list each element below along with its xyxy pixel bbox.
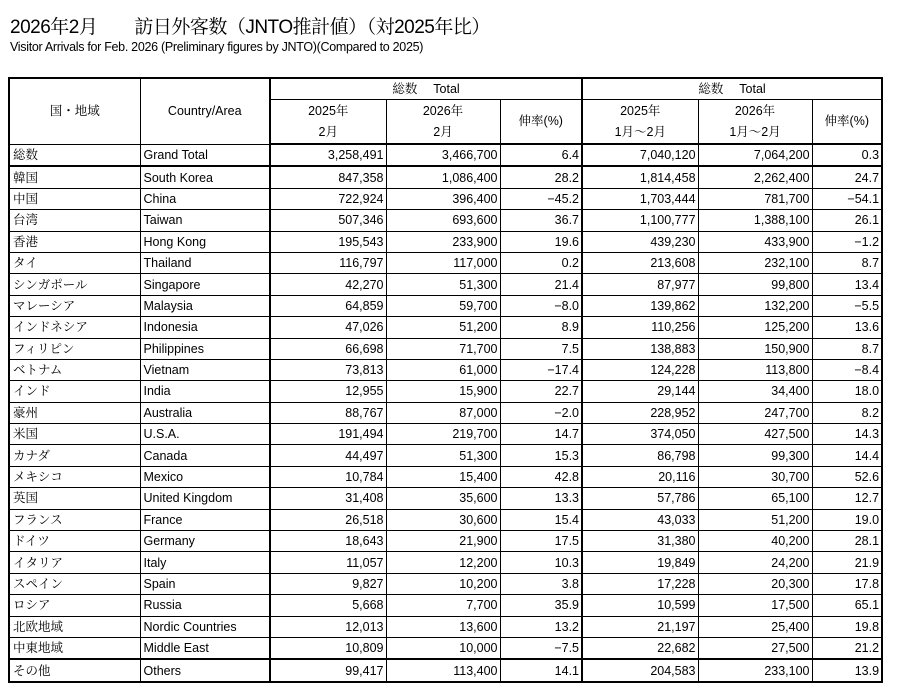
cell-growth-janfeb: 21.9 [812,552,882,573]
cell-feb-2025: 191,494 [270,424,386,445]
cell-region-en: Singapore [140,274,270,295]
cell-janfeb-2025: 138,883 [582,338,698,359]
cell-feb-2026: 219,700 [386,424,500,445]
table-row [9,252,882,273]
cell-growth-janfeb: −54.1 [812,188,882,209]
cell-region-en: Russia [140,595,270,616]
cell-growth-feb: 6.4 [500,144,582,166]
table-row [9,424,882,445]
header-region-en: Country/Area [140,78,270,144]
cell-region-en: Indonesia [140,317,270,338]
cell-growth-janfeb: 26.1 [812,210,882,231]
cell-janfeb-2026: 232,100 [698,252,812,273]
cell-feb-2026: 71,700 [386,338,500,359]
table-row [9,637,882,659]
cell-janfeb-2026: 40,200 [698,531,812,552]
cell-region-en: Canada [140,445,270,466]
cell-janfeb-2025: 110,256 [582,317,698,338]
cell-growth-janfeb: 18.0 [812,381,882,402]
cell-feb-2025: 11,057 [270,552,386,573]
cell-janfeb-2025: 31,380 [582,531,698,552]
cell-janfeb-2026: 65,100 [698,488,812,509]
cell-growth-janfeb: 19.0 [812,509,882,530]
cell-growth-feb: 14.7 [500,424,582,445]
cell-growth-feb: 36.7 [500,210,582,231]
table-row [9,531,882,552]
cell-region-en: France [140,509,270,530]
cell-janfeb-2026: 125,200 [698,317,812,338]
cell-growth-janfeb: 65.1 [812,595,882,616]
cell-janfeb-2025: 10,599 [582,595,698,616]
cell-region-jp: メキシコ [9,466,140,487]
table-row [9,144,882,166]
table-row [9,188,882,209]
cell-feb-2026: 15,900 [386,381,500,402]
header-year: 2026年 [422,103,464,118]
cell-region-en: Australia [140,402,270,423]
cell-region-jp: 中東地域 [9,637,140,659]
cell-janfeb-2025: 29,144 [582,381,698,402]
cell-janfeb-2025: 213,608 [582,252,698,273]
cell-growth-feb: 7.5 [500,338,582,359]
cell-growth-janfeb: 14.4 [812,445,882,466]
cell-region-en: Germany [140,531,270,552]
cell-janfeb-2025: 7,040,120 [582,144,698,166]
cell-feb-2025: 12,013 [270,616,386,637]
cell-region-jp: スペイン [9,573,140,594]
header-month: 1月～2月 [614,124,666,139]
cell-region-jp: カナダ [9,445,140,466]
cell-janfeb-2026: 24,200 [698,552,812,573]
cell-feb-2025: 5,668 [270,595,386,616]
cell-feb-2026: 3,466,700 [386,144,500,166]
cell-growth-feb: 17.5 [500,531,582,552]
cell-janfeb-2026: 781,700 [698,188,812,209]
cell-feb-2025: 722,924 [270,188,386,209]
cell-growth-janfeb: 19.8 [812,616,882,637]
table-row [9,466,882,487]
cell-janfeb-2025: 17,228 [582,573,698,594]
cell-janfeb-2026: 2,262,400 [698,166,812,188]
cell-region-jp: インドネシア [9,317,140,338]
cell-feb-2025: 64,859 [270,295,386,316]
table-row [9,274,882,295]
cell-janfeb-2026: 20,300 [698,573,812,594]
table-row [9,166,882,188]
cell-janfeb-2025: 204,583 [582,659,698,681]
cell-region-en: Mexico [140,466,270,487]
cell-growth-janfeb: 28.1 [812,531,882,552]
cell-feb-2026: 13,600 [386,616,500,637]
cell-region-en: Nordic Countries [140,616,270,637]
table-row [9,210,882,231]
cell-growth-janfeb: 13.9 [812,659,882,681]
cell-growth-janfeb: 13.4 [812,274,882,295]
table-row [9,509,882,530]
table-row [9,231,882,252]
cell-feb-2026: 10,200 [386,573,500,594]
cell-region-jp: 豪州 [9,402,140,423]
header-year: 2026年 [734,103,776,118]
cell-growth-feb: 19.6 [500,231,582,252]
header-group-feb: 総数 Total [270,78,582,100]
cell-janfeb-2026: 427,500 [698,424,812,445]
cell-region-en: Thailand [140,252,270,273]
cell-janfeb-2026: 27,500 [698,637,812,659]
table-row [9,659,882,681]
cell-janfeb-2026: 30,700 [698,466,812,487]
cell-growth-janfeb: −1.2 [812,231,882,252]
cell-growth-feb: −7.5 [500,637,582,659]
cell-feb-2026: 1,086,400 [386,166,500,188]
cell-feb-2025: 12,955 [270,381,386,402]
cell-region-jp: ドイツ [9,531,140,552]
cell-feb-2025: 847,358 [270,166,386,188]
cell-janfeb-2025: 1,703,444 [582,188,698,209]
cell-feb-2025: 73,813 [270,359,386,380]
cell-region-jp: シンガポール [9,274,140,295]
cell-growth-feb: 42.8 [500,466,582,487]
cell-janfeb-2025: 43,033 [582,509,698,530]
cell-janfeb-2025: 374,050 [582,424,698,445]
table-row [9,488,882,509]
cell-growth-janfeb: 8.2 [812,402,882,423]
cell-region-jp: 英国 [9,488,140,509]
cell-janfeb-2026: 233,100 [698,659,812,681]
cell-janfeb-2025: 57,786 [582,488,698,509]
cell-growth-feb: 22.7 [500,381,582,402]
cell-feb-2026: 233,900 [386,231,500,252]
cell-feb-2025: 66,698 [270,338,386,359]
header-month: 2月 [318,124,338,139]
cell-feb-2025: 507,346 [270,210,386,231]
cell-region-jp: その他 [9,659,140,681]
table-row [9,573,882,594]
cell-janfeb-2026: 99,300 [698,445,812,466]
cell-janfeb-2025: 439,230 [582,231,698,252]
cell-region-jp: 台湾 [9,210,140,231]
cell-region-en: Philippines [140,338,270,359]
cell-janfeb-2025: 19,849 [582,552,698,573]
header-2025-janfeb [582,100,698,145]
cell-growth-feb: 3.8 [500,573,582,594]
cell-growth-feb: 14.1 [500,659,582,681]
cell-feb-2025: 88,767 [270,402,386,423]
cell-growth-feb: 13.3 [500,488,582,509]
cell-growth-janfeb: −8.4 [812,359,882,380]
cell-region-en: India [140,381,270,402]
cell-growth-feb: 8.9 [500,317,582,338]
table-row [9,402,882,423]
table-row [9,595,882,616]
cell-janfeb-2026: 25,400 [698,616,812,637]
cell-region-jp: ベトナム [9,359,140,380]
cell-region-jp: 米国 [9,424,140,445]
cell-region-en: Hong Kong [140,231,270,252]
cell-feb-2025: 99,417 [270,659,386,681]
cell-feb-2026: 51,300 [386,445,500,466]
cell-janfeb-2025: 139,862 [582,295,698,316]
cell-region-jp: 北欧地域 [9,616,140,637]
cell-growth-feb: 21.4 [500,274,582,295]
header-group-janfeb: 総数 Total [582,78,882,100]
cell-region-jp: 中国 [9,188,140,209]
cell-growth-janfeb: 21.2 [812,637,882,659]
cell-region-en: Others [140,659,270,681]
header-2026-janfeb [698,100,812,145]
cell-region-en: Italy [140,552,270,573]
cell-feb-2026: 61,000 [386,359,500,380]
cell-feb-2026: 396,400 [386,188,500,209]
cell-feb-2026: 7,700 [386,595,500,616]
header-year: 2025年 [620,103,661,118]
cell-feb-2026: 12,200 [386,552,500,573]
cell-growth-janfeb: 0.3 [812,144,882,166]
cell-growth-janfeb: 13.6 [812,317,882,338]
cell-feb-2025: 31,408 [270,488,386,509]
cell-growth-janfeb: 24.7 [812,166,882,188]
table-row [9,338,882,359]
cell-feb-2026: 117,000 [386,252,500,273]
cell-feb-2025: 26,518 [270,509,386,530]
page-subtitle: Visitor Arrivals for Feb. 2026 (Preliminary figures by JNTO)(Compared to 2025) [10,40,424,54]
cell-feb-2025: 3,258,491 [270,144,386,166]
header-2025-feb [270,100,386,145]
cell-feb-2026: 15,400 [386,466,500,487]
table-row [9,445,882,466]
cell-janfeb-2026: 132,200 [698,295,812,316]
cell-feb-2025: 116,797 [270,252,386,273]
cell-growth-janfeb: 14.3 [812,424,882,445]
cell-region-en: South Korea [140,166,270,188]
cell-feb-2026: 35,600 [386,488,500,509]
cell-region-jp: マレーシア [9,295,140,316]
cell-feb-2026: 30,600 [386,509,500,530]
header-growth-feb: 伸率(%) [500,100,582,145]
cell-feb-2025: 10,809 [270,637,386,659]
cell-feb-2026: 113,400 [386,659,500,681]
table-row [9,317,882,338]
table-row [9,359,882,380]
cell-growth-feb: −17.4 [500,359,582,380]
cell-region-en: Taiwan [140,210,270,231]
cell-growth-janfeb: −5.5 [812,295,882,316]
cell-growth-janfeb: 8.7 [812,252,882,273]
cell-feb-2026: 51,200 [386,317,500,338]
table-row [9,295,882,316]
cell-growth-janfeb: 52.6 [812,466,882,487]
cell-growth-feb: 10.3 [500,552,582,573]
cell-growth-feb: 35.9 [500,595,582,616]
cell-feb-2025: 195,543 [270,231,386,252]
cell-janfeb-2026: 247,700 [698,402,812,423]
header-month: 1月～2月 [729,124,781,139]
header-2026-feb [386,100,500,145]
cell-growth-janfeb: 12.7 [812,488,882,509]
table-row [9,616,882,637]
cell-janfeb-2025: 86,798 [582,445,698,466]
cell-region-en: U.S.A. [140,424,270,445]
cell-janfeb-2026: 150,900 [698,338,812,359]
cell-region-jp: ロシア [9,595,140,616]
cell-growth-janfeb: 17.8 [812,573,882,594]
table-row [9,552,882,573]
cell-growth-feb: 15.4 [500,509,582,530]
cell-janfeb-2026: 433,900 [698,231,812,252]
cell-feb-2026: 21,900 [386,531,500,552]
cell-growth-feb: 15.3 [500,445,582,466]
cell-janfeb-2025: 87,977 [582,274,698,295]
cell-region-jp: インド [9,381,140,402]
cell-feb-2026: 87,000 [386,402,500,423]
cell-region-en: United Kingdom [140,488,270,509]
cell-janfeb-2025: 228,952 [582,402,698,423]
cell-feb-2026: 693,600 [386,210,500,231]
cell-janfeb-2025: 21,197 [582,616,698,637]
visitor-arrivals-table [8,77,883,683]
cell-region-jp: 韓国 [9,166,140,188]
cell-region-jp: 総数 [9,144,140,166]
cell-region-en: Middle East [140,637,270,659]
cell-feb-2026: 59,700 [386,295,500,316]
cell-feb-2025: 10,784 [270,466,386,487]
cell-region-en: Grand Total [140,144,270,166]
cell-janfeb-2026: 113,800 [698,359,812,380]
cell-region-jp: イタリア [9,552,140,573]
cell-growth-feb: 0.2 [500,252,582,273]
cell-growth-feb: 13.2 [500,616,582,637]
header-region-jp: 国・地域 [9,78,140,144]
cell-feb-2026: 51,300 [386,274,500,295]
cell-janfeb-2025: 1,814,458 [582,166,698,188]
cell-growth-feb: −45.2 [500,188,582,209]
cell-janfeb-2026: 17,500 [698,595,812,616]
cell-region-en: Vietnam [140,359,270,380]
cell-growth-feb: −2.0 [500,402,582,423]
cell-growth-feb: 28.2 [500,166,582,188]
cell-janfeb-2025: 124,228 [582,359,698,380]
header-growth-janfeb: 伸率(%) [812,100,882,145]
cell-janfeb-2026: 34,400 [698,381,812,402]
page-title: 2026年2月 訪日外客数（JNTO推計値）（対2025年比） [10,17,490,38]
cell-feb-2026: 10,000 [386,637,500,659]
cell-region-en: China [140,188,270,209]
cell-janfeb-2026: 99,800 [698,274,812,295]
cell-region-jp: フィリピン [9,338,140,359]
cell-janfeb-2025: 20,116 [582,466,698,487]
cell-feb-2025: 9,827 [270,573,386,594]
header-year: 2025年 [308,103,349,118]
cell-feb-2025: 47,026 [270,317,386,338]
cell-janfeb-2025: 1,100,777 [582,210,698,231]
cell-region-jp: タイ [9,252,140,273]
cell-growth-janfeb: 8.7 [812,338,882,359]
table-row [9,381,882,402]
cell-region-en: Malaysia [140,295,270,316]
cell-feb-2025: 42,270 [270,274,386,295]
cell-feb-2025: 44,497 [270,445,386,466]
cell-region-jp: 香港 [9,231,140,252]
cell-feb-2025: 18,643 [270,531,386,552]
header-month: 2月 [433,124,453,139]
cell-janfeb-2025: 22,682 [582,637,698,659]
cell-janfeb-2026: 51,200 [698,509,812,530]
cell-growth-feb: −8.0 [500,295,582,316]
cell-janfeb-2026: 1,388,100 [698,210,812,231]
cell-region-jp: フランス [9,509,140,530]
cell-janfeb-2026: 7,064,200 [698,144,812,166]
cell-region-en: Spain [140,573,270,594]
